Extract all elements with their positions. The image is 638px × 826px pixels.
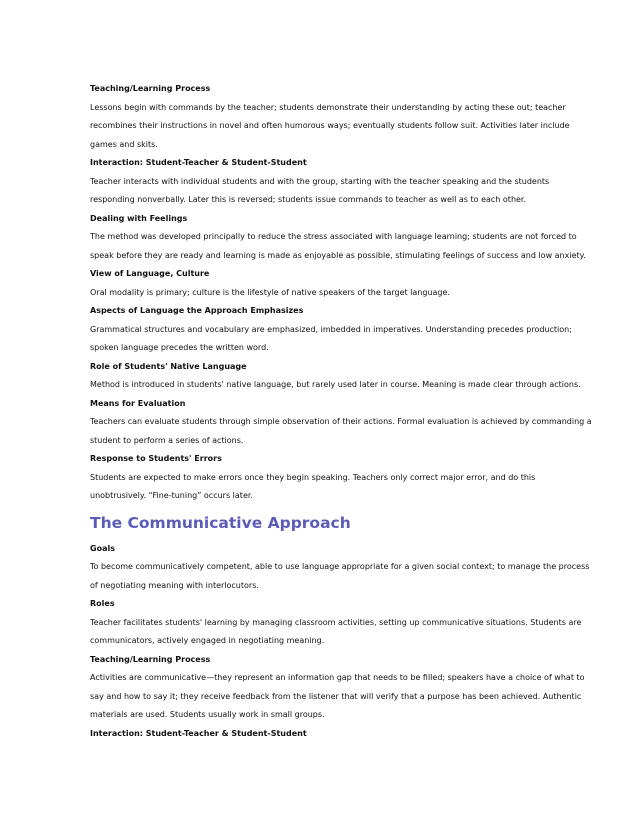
paragraph	[90, 669, 585, 725]
document-page	[90, 80, 592, 743]
subsection-heading: Roles	[90, 599, 115, 608]
paragraph	[90, 99, 570, 155]
subsection-heading: Interaction: Student-Teacher & Student-Student	[90, 728, 307, 738]
paragraph	[90, 173, 560, 210]
paragraph	[90, 376, 581, 395]
paragraph	[90, 558, 590, 595]
paragraph	[90, 469, 560, 506]
paragraph-line: Activities are communicative—they represent an information gap that needs to be filled; speakers have a choice of what to	[90, 673, 585, 682]
paragraph	[90, 413, 592, 450]
subsection-heading: Role of Students' Native Language	[90, 361, 247, 371]
subsection-heading: Interaction: Student-Teacher & Student-Student	[90, 158, 307, 167]
paragraph-line: Oral modality is primary; culture is the lifestyle of native speakers of the target language.	[90, 287, 450, 297]
paragraph-line: games and skits.	[90, 139, 158, 149]
subsection-heading: Teaching/Learning Process	[90, 84, 211, 93]
paragraph-line: Teachers can evaluate students through simple observation of their actions. Formal evaluation is achieved by commanding a	[90, 417, 592, 426]
paragraph-line: materials are used. Students usually work in small groups.	[90, 710, 325, 719]
paragraph	[90, 614, 582, 651]
paragraph-line: speak before they are ready and learning is made as enjoyable as possible, stimulating feelings of success and low anxiety.	[90, 250, 586, 260]
paragraph-line: Grammatical structures and vocabulary are emphasized, imbedded in imperatives. Understanding precedes production;	[90, 324, 572, 334]
paragraph-line: Teacher interacts with individual students and with the group, starting with the teacher speaking and the students	[90, 176, 550, 186]
paragraph	[90, 321, 572, 358]
paragraph-line: recombines their instructions in novel and often humorous ways; eventually students follow suit. Activities later include	[90, 121, 570, 130]
subsection-heading: Dealing with Feelings	[90, 213, 188, 223]
section-title-wrap	[90, 512, 560, 534]
subsection-heading: Response to Students' Errors	[90, 454, 222, 463]
paragraph-line: Lessons begin with commands by the teacher; students demonstrate their understanding by acting these out; teacher	[90, 102, 566, 112]
subsection-heading: Teaching/Learning Process	[90, 654, 211, 664]
subsection-heading: Means for Evaluation	[90, 398, 186, 408]
paragraph-line: Students are expected to make errors once they begin speaking. Teachers only correct major error, and do this	[90, 472, 536, 482]
subsection-heading: Goals	[90, 543, 115, 553]
paragraph-line: The method was developed principally to reduce the stress associated with language learning; students are not forced to	[90, 232, 577, 241]
section-title: The Communicative Approach	[90, 513, 351, 532]
section-previous-method	[90, 80, 592, 506]
paragraph-line: Teacher facilitates students' learning by managing classroom activities, setting up communicative situations. Students are	[90, 617, 582, 627]
paragraph-line: responding nonverbally. Later this is reversed; students issue commands to teacher as well as to each other.	[90, 195, 527, 204]
section-communicative-approach	[90, 540, 590, 744]
paragraph	[90, 228, 586, 265]
subsection-heading: View of Language, Culture	[90, 269, 210, 278]
paragraph-line: student to perform a series of actions.	[90, 435, 244, 445]
paragraph-line: communicators, actively engaged in negotiating meaning.	[90, 636, 325, 645]
paragraph-line: of negotiating meaning with interlocutors.	[90, 580, 259, 590]
paragraph-line: spoken language precedes the written word.	[90, 343, 269, 352]
subsection-heading: Aspects of Language the Approach Emphasizes	[90, 306, 304, 315]
paragraph	[90, 284, 560, 303]
paragraph-line: unobtrusively. “Fine-tuning” occurs later.	[90, 491, 253, 500]
paragraph-line: To become communicatively competent, able to use language appropriate for a given social context; to manage the process	[90, 562, 590, 571]
paragraph-line: say and how to say it; they receive feedback from the listener that will verify that a purpose has been achieved. Authentic	[90, 691, 582, 701]
paragraph-line: Method is introduced in students' native language, but rarely used later in course. Meaning is made clear through actions.	[90, 380, 581, 389]
